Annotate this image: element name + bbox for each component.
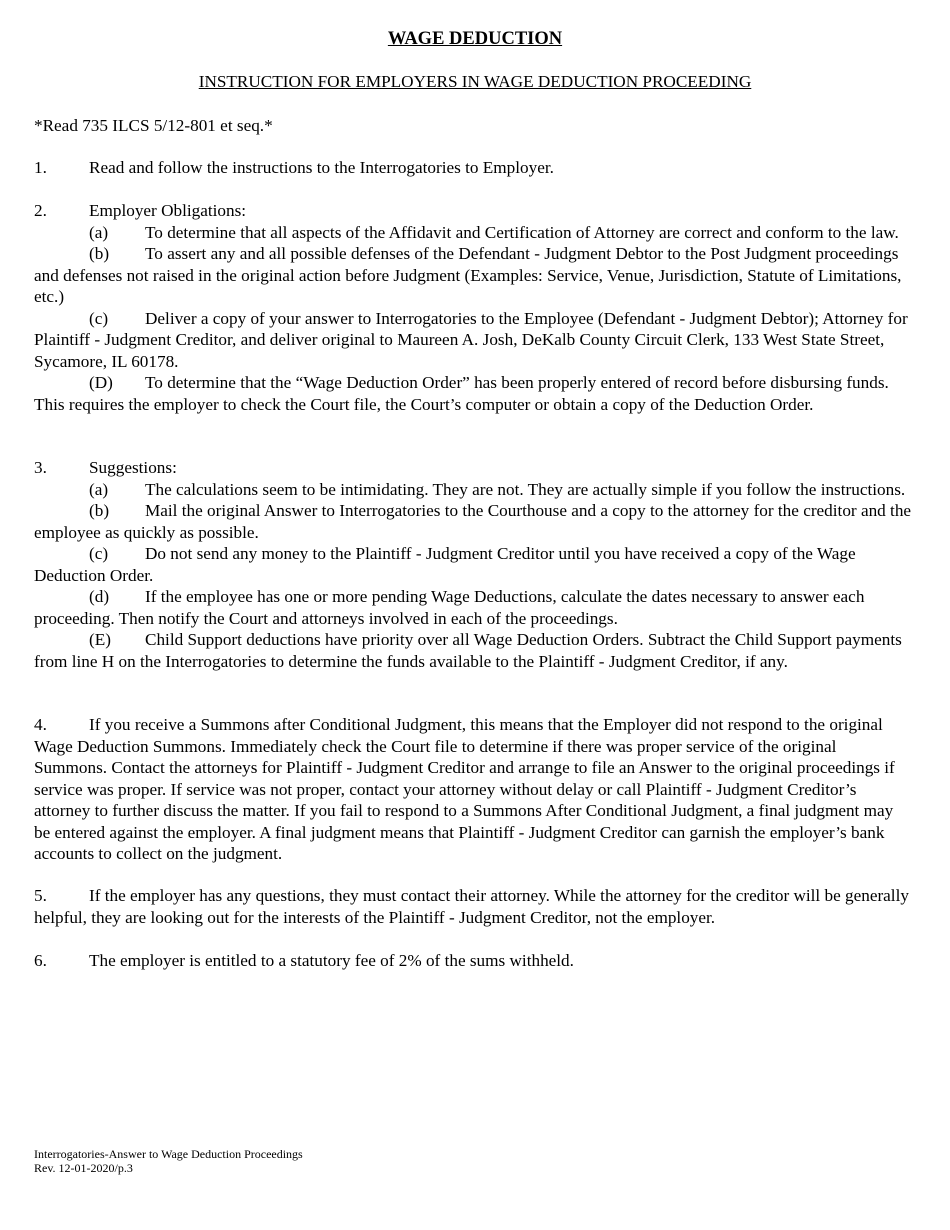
item-number: 3. <box>34 458 47 477</box>
item-text: Employer Obligations: <box>89 201 247 220</box>
list-item-3 <box>34 457 912 672</box>
sub-item-text: To determine that all aspects of the Affidavit and Certification of Attorney are correct and conform to the law. <box>145 222 899 242</box>
item-number: 6. <box>34 951 47 970</box>
sub-item <box>34 543 912 586</box>
sub-item-text: The calculations seem to be intimidating. They are not. They are actually simple if you follow the instructions. <box>145 479 906 499</box>
sub-item-text: Deliver a copy of your answer to Interrogatories to the Employee (Defendant - Judgment Debtor); Attorney for Plaintiff - Judgment Creditor, and deliver original to Maureen A. Josh, DeKalb County Circuit Clerk, 133 West State Street, Sycamore, IL 60178. <box>34 308 908 371</box>
list-item-2 <box>34 200 912 415</box>
item-text: Suggestions: <box>89 458 177 477</box>
sub-item-text: To determine that the “Wage Deduction Order” has been properly entered of record before disbursing funds. This requires the employer to check the Court file, the Court’s computer or obtain a copy of the Deduction Order. <box>34 373 889 414</box>
sub-item <box>34 308 912 373</box>
list-item-1 <box>34 157 912 179</box>
sub-item <box>34 479 912 501</box>
list-item-4 <box>34 714 912 865</box>
footer <box>34 1147 303 1175</box>
page-subtitle: INSTRUCTION FOR EMPLOYERS IN WAGE DEDUCTION PROCEEDING <box>198 72 752 91</box>
footer-revision: Rev. 12-01-2020/p.3 <box>34 1161 133 1175</box>
sub-item <box>34 372 912 415</box>
list-item-6 <box>34 950 912 972</box>
footer-form-name: Interrogatories-Answer to Wage Deduction Proceedings <box>34 1147 303 1161</box>
item-text: Read and follow the instructions to the Interrogatories to Employer. <box>89 158 554 177</box>
sub-item-text: Mail the original Answer to Interrogatories to the Courthouse and a copy to the attorney for the creditor and the employee as quickly as possible. <box>34 501 912 542</box>
sub-item <box>34 500 912 543</box>
sub-item-label: (a) <box>89 479 109 499</box>
sub-item <box>34 586 912 629</box>
item-number: 5. <box>34 886 47 905</box>
item-number: 1. <box>34 158 47 177</box>
sub-item <box>34 222 912 244</box>
list-item-5 <box>34 885 912 928</box>
item-text: If you receive a Summons after Conditional Judgment, this means that the Employer did not respond to the original Wage Deduction Summons. Immediately check the Court file to determine if there was proper service of the original Summons. Contact the attorneys for Plaintiff - Judgment Creditor and arrange to file an Answer to the original proceedings if service was proper. If service was not proper, contact your attorney without delay or call Plaintiff - Judgment Creditor’s attorney to further discuss the matter. If you fail to respond to a Summons After Conditional Judgment, a final judgment may be entered against the employer. A final judgment means that Plaintiff - Judgment Creditor can garnish the employer’s bank accounts to collect on the judgment. <box>34 715 895 863</box>
sub-item-text: To assert any and all possible defenses of the Defendant - Judgment Debtor to the Post Judgment proceedings and defenses not raised in the original action before Judgment (Examples: Service, Venue, Jurisdiction, Statute of Limitations, etc.) <box>34 244 902 306</box>
sub-item-label: (b) <box>89 244 110 263</box>
item-number: 2. <box>34 201 47 220</box>
item-number: 4. <box>34 715 47 734</box>
sub-item-label: (a) <box>89 222 109 242</box>
sub-item <box>34 629 912 672</box>
page-title: WAGE DEDUCTION <box>387 29 563 49</box>
sub-item-text: Do not send any money to the Plaintiff - Judgment Creditor until you have received a copy of the Wage Deduction Order. <box>34 544 856 585</box>
sub-item-label: (c) <box>89 308 109 328</box>
sub-item-label: (c) <box>89 544 109 563</box>
sub-item <box>34 243 912 308</box>
item-text: The employer is entitled to a statutory fee of 2% of the sums withheld. <box>89 951 574 970</box>
sub-item-label: (D) <box>89 373 113 392</box>
sub-item-label: (d) <box>89 587 110 606</box>
statute-note: *Read 735 ILCS 5/12-801 et seq.* <box>34 116 273 135</box>
sub-item-label: (b) <box>89 501 110 520</box>
sub-item-text: Child Support deductions have priority over all Wage Deduction Orders. Subtract the Child Support payments from line H on the Interrogatories to determine the funds available to the Plaintiff - Judgment Creditor, if any. <box>34 630 902 671</box>
sub-item-label: (E) <box>89 630 111 649</box>
sub-item-text: If the employee has one or more pending Wage Deductions, calculate the dates necessary to answer each proceeding. Then notify the Court and attorneys involved in each of the proceedings. <box>34 587 865 628</box>
item-text: If the employer has any questions, they must contact their attorney. While the attorney for the creditor will be generally helpful, they are looking out for the interests of the Plaintiff - Judgment Creditor, not the employer. <box>34 886 909 927</box>
